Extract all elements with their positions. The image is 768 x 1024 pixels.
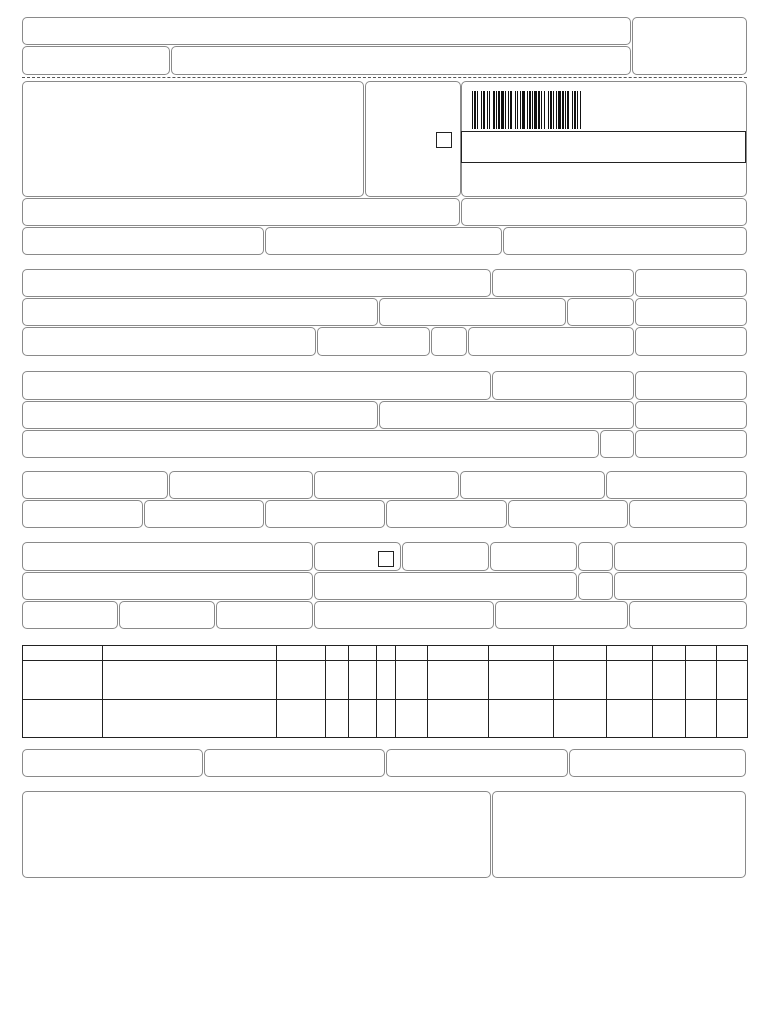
carrier-city-field[interactable]	[314, 572, 577, 600]
issqn-base-field[interactable]	[386, 749, 568, 777]
recipient-exit-date-field[interactable]	[635, 298, 747, 326]
delivery-phone-field[interactable]	[635, 430, 747, 458]
tax-freight-field[interactable]	[22, 500, 143, 528]
additional-info-field[interactable]	[22, 791, 491, 878]
access-key-field[interactable]	[461, 131, 746, 163]
barcode-icon	[470, 91, 670, 129]
table-cell[interactable]	[349, 661, 377, 699]
table-cell[interactable]	[277, 661, 326, 699]
recipient-ie-field[interactable]	[468, 327, 634, 356]
state-reg-subst-field[interactable]	[265, 227, 502, 255]
table-header-cell	[277, 646, 326, 661]
table-cell[interactable]	[326, 699, 349, 737]
delivery-uf-field[interactable]	[600, 430, 634, 458]
carrier-cnpj-field[interactable]	[614, 542, 747, 571]
carrier-address-field[interactable]	[22, 572, 313, 600]
table-cell[interactable]	[23, 661, 103, 699]
delivery-ie-field[interactable]	[635, 371, 747, 400]
table-cell[interactable]	[103, 661, 277, 699]
recipient-district-field[interactable]	[379, 298, 566, 326]
recipient-date-field[interactable]	[635, 269, 747, 297]
recipient-city-field[interactable]	[22, 327, 316, 356]
table-row	[23, 661, 748, 699]
delivery-name-field[interactable]	[22, 371, 491, 400]
issqn-services-total-field[interactable]	[204, 749, 385, 777]
carrier-ie-field[interactable]	[614, 572, 747, 600]
header-field-left[interactable]	[22, 46, 170, 75]
table-cell[interactable]	[653, 699, 686, 737]
table-header-cell	[428, 646, 489, 661]
delivery-zip-field[interactable]	[635, 401, 747, 429]
carrier-brand-field[interactable]	[216, 601, 313, 629]
issqn-value-field[interactable]	[569, 749, 746, 777]
carrier-uf-field[interactable]	[578, 572, 613, 600]
table-header-cell	[686, 646, 717, 661]
table-cell[interactable]	[489, 699, 554, 737]
delivery-cnpj-field[interactable]	[492, 371, 634, 400]
carrier-gross-weight-field[interactable]	[495, 601, 628, 629]
recipient-uf-field[interactable]	[431, 327, 467, 356]
table-header-cell	[23, 646, 103, 661]
table-cell[interactable]	[717, 699, 748, 737]
table-header-cell	[377, 646, 396, 661]
carrier-name-field[interactable]	[22, 542, 313, 571]
tax-ipi-field[interactable]	[508, 500, 628, 528]
carrier-quantity-field[interactable]	[22, 601, 118, 629]
issuer-block[interactable]	[22, 81, 364, 197]
delivery-city-field[interactable]	[22, 430, 599, 458]
table-header-cell	[489, 646, 554, 661]
tax-invoice-total-field[interactable]	[629, 500, 747, 528]
carrier-net-weight-field[interactable]	[629, 601, 747, 629]
table-cell[interactable]	[554, 699, 607, 737]
recipient-exit-time-field[interactable]	[635, 327, 747, 356]
table-cell[interactable]	[653, 661, 686, 699]
table-cell[interactable]	[396, 699, 428, 737]
table-cell[interactable]	[607, 699, 653, 737]
table-cell[interactable]	[326, 661, 349, 699]
table-cell[interactable]	[103, 699, 277, 737]
protocol-field[interactable]	[461, 198, 747, 226]
delivery-district-field[interactable]	[379, 401, 634, 429]
table-cell[interactable]	[396, 661, 428, 699]
carrier-plate-uf-field[interactable]	[578, 542, 613, 571]
tax-icms-value-field[interactable]	[169, 471, 313, 499]
table-header-cell	[653, 646, 686, 661]
tax-insurance-field[interactable]	[144, 500, 264, 528]
table-cell[interactable]	[717, 661, 748, 699]
cut-line-divider	[22, 77, 747, 78]
table-cell[interactable]	[23, 699, 103, 737]
carrier-numbering-field[interactable]	[314, 601, 494, 629]
table-cell[interactable]	[554, 661, 607, 699]
table-header-cell	[349, 646, 377, 661]
table-cell[interactable]	[686, 661, 717, 699]
recipient-address-field[interactable]	[22, 298, 378, 326]
table-header-row	[23, 646, 748, 661]
table-header-cell	[396, 646, 428, 661]
products-table	[22, 645, 748, 738]
table-header-cell	[326, 646, 349, 661]
header-field-wide[interactable]	[22, 17, 631, 45]
table-cell[interactable]	[428, 699, 489, 737]
recipient-zip-field[interactable]	[567, 298, 634, 326]
fisco-reserved-field[interactable]	[492, 791, 746, 878]
table-cell[interactable]	[686, 699, 717, 737]
header-field-corner[interactable]	[632, 17, 747, 75]
carrier-species-field[interactable]	[119, 601, 215, 629]
tax-products-total-field[interactable]	[606, 471, 747, 499]
table-cell[interactable]	[428, 661, 489, 699]
delivery-address-field[interactable]	[22, 401, 378, 429]
table-cell[interactable]	[607, 661, 653, 699]
table-header-cell	[103, 646, 277, 661]
table-cell[interactable]	[377, 699, 396, 737]
tax-other-expenses-field[interactable]	[386, 500, 507, 528]
table-cell[interactable]	[349, 699, 377, 737]
tax-base-icms-st-field[interactable]	[314, 471, 459, 499]
cnpj-field[interactable]	[503, 227, 747, 255]
table-cell[interactable]	[489, 661, 554, 699]
recipient-name-field[interactable]	[22, 269, 491, 297]
issqn-municipal-reg-field[interactable]	[22, 749, 203, 777]
carrier-plate-field[interactable]	[490, 542, 577, 571]
tax-icms-st-value-field[interactable]	[460, 471, 605, 499]
tax-discount-field[interactable]	[265, 500, 385, 528]
header-field-right[interactable]	[171, 46, 631, 75]
tax-base-icms-field[interactable]	[22, 471, 168, 499]
table-cell[interactable]	[277, 699, 326, 737]
nature-field[interactable]	[22, 198, 460, 226]
table-header-cell	[607, 646, 653, 661]
table-header-cell	[717, 646, 748, 661]
state-reg-field[interactable]	[22, 227, 264, 255]
recipient-cnpj-field[interactable]	[492, 269, 634, 297]
table-row	[23, 699, 748, 737]
table-cell[interactable]	[377, 661, 396, 699]
mid-checkbox[interactable]	[378, 551, 394, 567]
carrier-antt-field[interactable]	[402, 542, 489, 571]
recipient-phone-field[interactable]	[317, 327, 430, 356]
top-checkbox[interactable]	[436, 132, 452, 148]
table-header-cell	[554, 646, 607, 661]
